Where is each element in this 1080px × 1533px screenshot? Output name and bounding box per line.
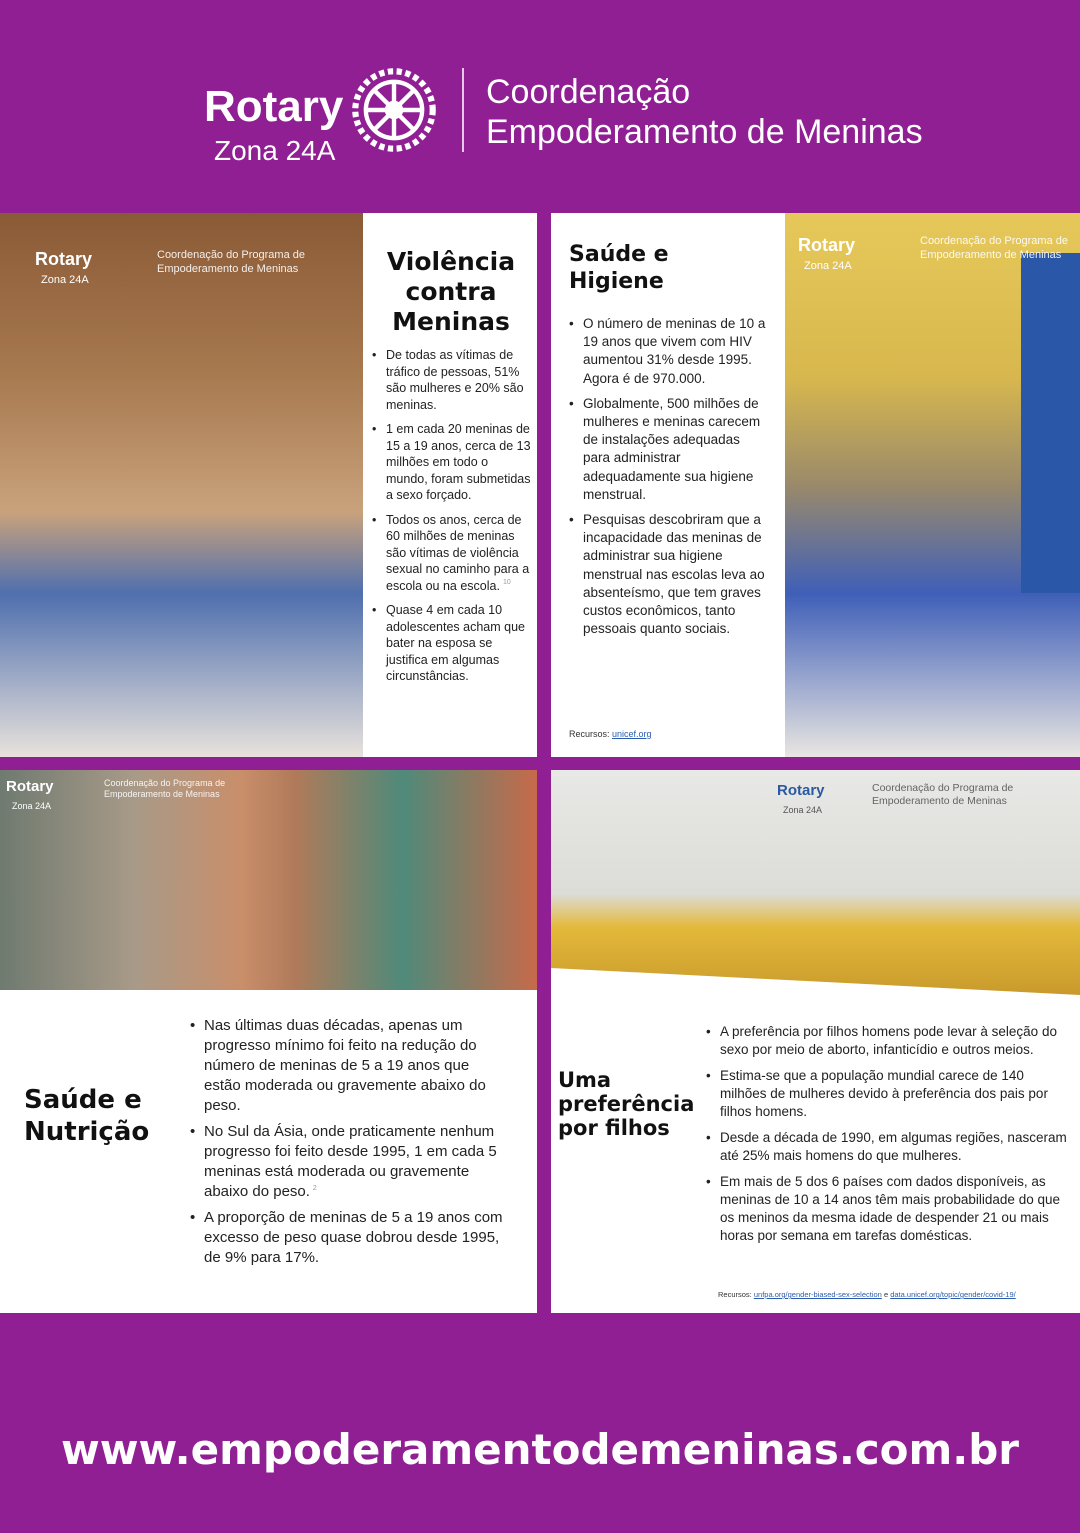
bullet: • Globalmente, 500 milhões de mulheres e meninas carecem de instalações adequadas para administrar adequadamente sua higiene menstrual. (569, 395, 769, 504)
bullet-list (372, 347, 532, 685)
source-link[interactable]: data.unicef.org/topic/gender/covid-19/ (890, 1290, 1016, 1299)
sources: Recursos: unicef.org (569, 729, 652, 739)
rotary-wheel-icon (350, 66, 438, 154)
panel-title: Violência contra Meninas (386, 247, 516, 336)
panel-title: Saúde e Nutrição (24, 1085, 150, 1147)
footnote: 2 (312, 1185, 317, 1192)
bullet: • Pesquisas descobriram que a incapacidade das meninas de administrar sua higiene menstrual nas escolas leva ao absenteísmo, que tem graves custos econômicos, tanto pessoais quanto sociais. (569, 511, 769, 638)
photo-two-girls (0, 213, 363, 757)
bullet: • Todos os anos, cerca de 60 milhões de meninas são vítimas de violência sexual no caminho para a escola ou na escola. $^{10}$ (372, 512, 532, 595)
bullet: • Desde a década de 1990, em algumas regiões, nasceram até 25% mais homens do que mulheres. (706, 1129, 1071, 1165)
blue-door (1021, 253, 1080, 593)
panel-nutricao (0, 770, 537, 1313)
panel-title: Saúde e Higiene (569, 242, 669, 294)
bullet-list (569, 315, 769, 638)
bullet: • A preferência por filhos homens pode levar à seleção do sexo por meio de aborto, infanticídio e outros meios. (706, 1023, 1071, 1059)
panel-title: Uma preferência por filhos (558, 1068, 695, 1140)
divider (462, 68, 464, 152)
bullet-list (190, 1016, 510, 1268)
panel-preferencia (551, 770, 1080, 1313)
website-url[interactable]: www.empoderamentodemeninas.com.br (60, 1425, 1020, 1474)
rotary-brand: Rotary (204, 82, 344, 131)
bullet: • Estima-se que a população mundial carece de 140 milhões de mulheres devido à preferência dos pais por filhos homens. (706, 1067, 1071, 1121)
bullet: • A proporção de meninas de 5 a 19 anos com excesso de peso quase dobrou desde 1995, de 9% para 17%. (190, 1208, 510, 1268)
panel-higiene (551, 213, 1080, 757)
mini-logo: Rotary Zona 24A Coordenação do Programa de Empoderamento de Meninas (798, 235, 1068, 272)
mini-logo: Rotary Zona 24A Coordenação do Programa de Empoderamento de Meninas (35, 249, 305, 286)
sources: Recursos: unfpa.org/gender-biased-sex-selection e data.unicef.org/topic/gender/covid-19/ (718, 1290, 1016, 1299)
zone-label: Zona 24A (214, 135, 336, 166)
bullet: • Em mais de 5 dos 6 países com dados disponíveis, as meninas de 10 a 14 anos têm mais probabilidade do que os meninos da mesma idade de despender 21 ou mais horas por semana em tarefas domésticas. (706, 1173, 1071, 1245)
mini-logo: Rotary Zona 24A Coordenação do Programa de Empoderamento de Meninas (6, 778, 226, 811)
source-link[interactable]: unicef.org (612, 729, 652, 739)
footnote: 10 (502, 579, 511, 587)
bullet: • 1 em cada 20 meninas de 15 a 19 anos, cerca de 13 milhões em todo o mundo, foram submetidas a sexo forçado. (372, 421, 532, 504)
bullet-list (706, 1023, 1071, 1245)
bullet: • Nas últimas duas décadas, apenas um progresso mínimo foi feito na redução do número de meninas de 5 a 19 anos que estão moderada ou gravemente abaixo do peso. (190, 1016, 510, 1116)
photo-smiling-girl (0, 770, 537, 990)
bullet: • No Sul da Ásia, onde praticamente nenhum progresso foi feito desde 1995, 1 em cada 5 meninas está moderada ou gravemente abaixo do peso. $^2$ (190, 1122, 510, 1202)
bullet: • Quase 4 em cada 10 adolescentes acham que bater na esposa se justifica em algumas circunstâncias. (372, 602, 532, 685)
bullet: • De todas as vítimas de tráfico de pessoas, 51% são mulheres e 20% são meninas. (372, 347, 532, 413)
panel-violencia (0, 213, 537, 757)
bullet: • O número de meninas de 10 a 19 anos que vivem com HIV aumentou 31% desde 1995. Agora é de 970.000. (569, 315, 769, 388)
mini-logo: Rotary Zona 24A Coordenação do Programa de Empoderamento de Meninas (777, 782, 1014, 815)
header-title: Coordenação Empoderamento de Meninas (486, 73, 923, 151)
header (0, 0, 1080, 212)
source-link[interactable]: unfpa.org/gender-biased-sex-selection (753, 1290, 882, 1299)
